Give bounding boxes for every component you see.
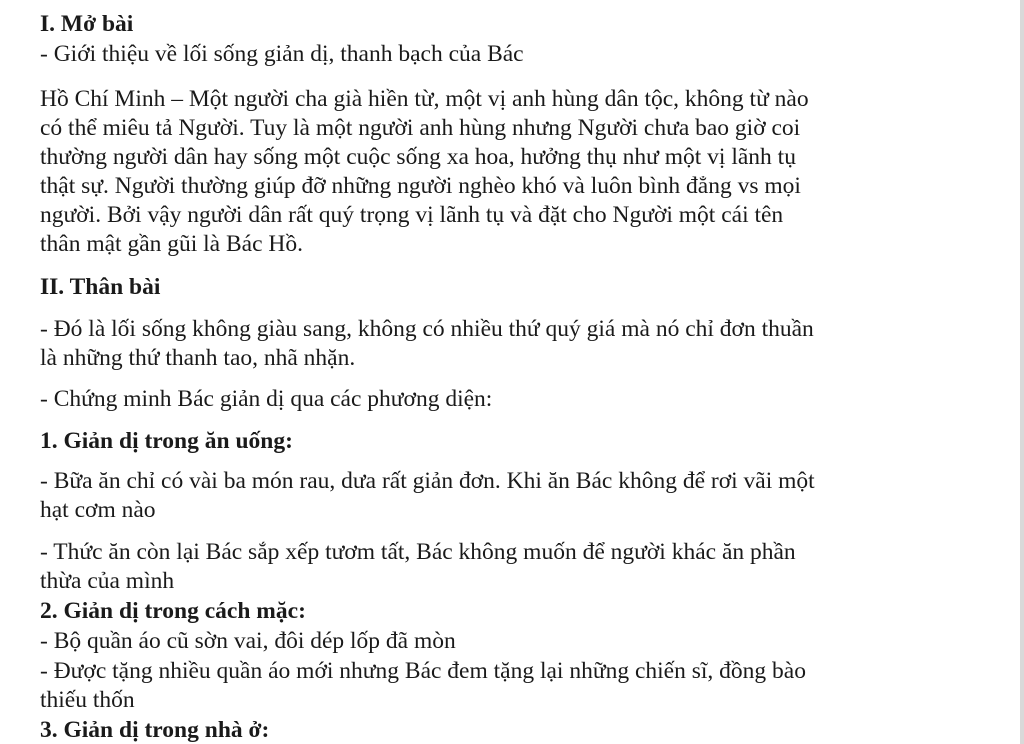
- paragraph-line: Hồ Chí Minh – Một người cha già hiền từ, một vị anh hùng dân tộc, không từ nào: [40, 86, 809, 112]
- paragraph-line: - Bữa ăn chỉ có vài ba món rau, dưa rất giản đơn. Khi ăn Bác không để rơi vãi một: [40, 468, 815, 494]
- subheading-nha-o: 3. Giản dị trong nhà ở:: [40, 717, 270, 743]
- paragraph-line: người. Bởi vậy người dân rất quý trọng vị lãnh tụ và đặt cho Người một cái tên: [40, 202, 784, 228]
- paragraph-line: hạt cơm nào: [40, 497, 156, 523]
- page-edge: [1020, 0, 1024, 744]
- paragraph-line: thừa của mình: [40, 568, 175, 594]
- paragraph-line: - Đó là lối sống không giàu sang, không có nhiều thứ quý giá mà nó chỉ đơn thuần: [40, 316, 814, 342]
- subheading-cach-mac: 2. Giản dị trong cách mặc:: [40, 598, 306, 624]
- intro-bullet-line: - Giới thiệu về lối sống giản dị, thanh bạch của Bác: [40, 41, 524, 67]
- paragraph-line: thân mật gần gũi là Bác Hồ.: [40, 231, 303, 257]
- paragraph-line: thường người dân hay sống một cuộc sống xa hoa, hưởng thụ như một vị lãnh tụ: [40, 144, 796, 170]
- paragraph-line: thiếu thốn: [40, 687, 135, 713]
- paragraph-line: thật sự. Người thường giúp đỡ những người nghèo khó và luôn bình đẳng vs mọi: [40, 173, 801, 199]
- paragraph-line: là những thứ thanh tao, nhã nhặn.: [40, 345, 356, 371]
- subheading-an-uong: 1. Giản dị trong ăn uống:: [40, 428, 293, 454]
- paragraph-line: có thể miêu tả Người. Tuy là một người anh hùng nhưng Người chưa bao giờ coi: [40, 115, 801, 141]
- heading-mo-bai: I. Mở bài: [40, 11, 134, 37]
- paragraph-line: - Được tặng nhiều quần áo mới nhưng Bác đem tặng lại những chiến sĩ, đồng bào: [40, 658, 806, 684]
- paragraph-line: - Chứng minh Bác giản dị qua các phương diện:: [40, 386, 493, 412]
- paragraph-line: - Thức ăn còn lại Bác sắp xếp tươm tất, Bác không muốn để người khác ăn phần: [40, 539, 796, 565]
- paragraph-line: - Bộ quần áo cũ sờn vai, đôi dép lốp đã mòn: [40, 628, 456, 654]
- heading-than-bai: II. Thân bài: [40, 274, 161, 300]
